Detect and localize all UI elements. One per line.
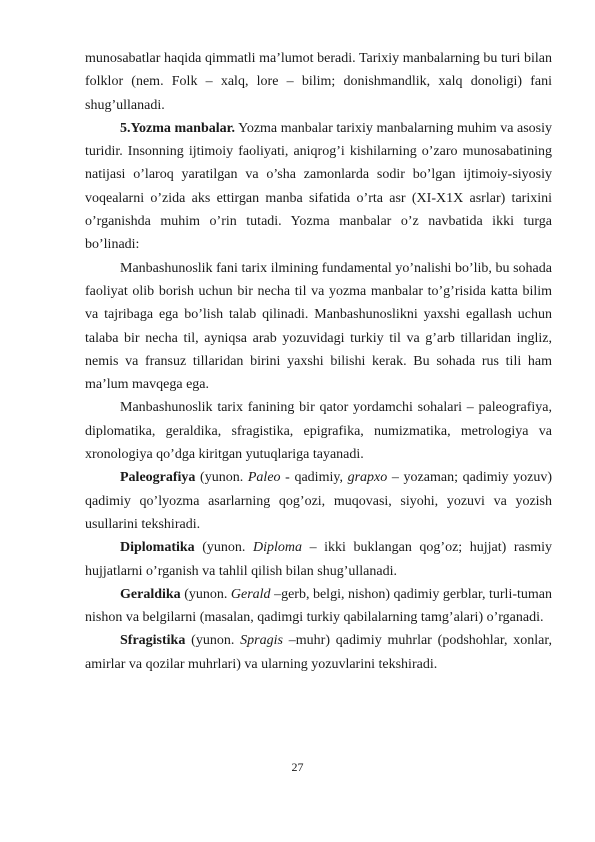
term-etymology: Spragis	[240, 633, 283, 649]
paragraph-diplomatika	[85, 536, 552, 583]
paragraph-manbashunoslik	[85, 257, 552, 397]
paragraph-text: Yozma manbalar tarixiy manbalarning muhim va asosiy turidir. Insonning ijtimoiy faoliyati, aniqrog’i kishilarning o’zaro munosabatining natijasi o’laroq yaratilgan va o’sha zamonlarda sodir bo’lgan ijtimoiy-siyosiy voqealarni o’zida aks ettirgan manba sifatida o’rta asr (XI-X1X asrlar) tarixini o’rganishda muhim o’rin tutadi. Yozma manbalar o’z navbatida ikki turga bo’linadi:	[85, 120, 552, 253]
paragraph-text: Manbashunoslik tarix fanining bir qator yordamchi sohalari – paleografiya, diplomatika, geraldika, sfragistika, epigrafika, numizmatika, metrologiya va xronologiya qo’dga kiritgan yutuqlariga tayanadi.	[85, 400, 552, 463]
paragraph-sfragistika	[85, 629, 552, 676]
term-etymology: Diploma	[253, 540, 303, 556]
term-prefix: (yunon.	[194, 540, 254, 556]
paragraph-yordamchi-sohalar	[85, 396, 552, 466]
term-etymology: Gerald	[230, 586, 271, 602]
page-number: 27	[291, 760, 304, 774]
paragraph-geraldika	[85, 583, 552, 630]
paragraph-folklor	[85, 47, 552, 117]
term-middle: - qadimiy,	[280, 470, 348, 486]
term-heading: Diplomatika	[120, 540, 195, 556]
term-heading: Geraldika	[120, 586, 181, 602]
term-prefix: (yunon.	[185, 633, 241, 649]
term-etymology-2: grapxo	[347, 470, 388, 486]
term-prefix: (yunon.	[180, 586, 231, 602]
paragraph-paleografiya	[85, 466, 552, 536]
term-prefix: (yunon.	[195, 470, 248, 486]
paragraph-text: Manbashunoslik fani tarix ilmining fundamental yo’nalishi bo’lib, bu sohada faoliyat olib borish uchun bir necha til va yozma manbalar to’g’risida katta bilim va tajribaga ega bo’lish talab qilinadi. Manbashunoslikni yaxshi egallash uchun talaba bir necha til, ayniqsa arab yozuvidagi turkiy til va g’arb tillaridan ingliz, nemis va fransuz tillaridan birini yaxshi bilishi kerak. Bu sohada rus tili ham ma’lum mavqega ega.	[85, 260, 552, 393]
document-page	[85, 47, 552, 676]
paragraph-text: – ikki buklangan qog’oz; hujjat) rasmiy hujjatlarni o’rganish va tahlil qilish bilan shug’ullanadi.	[85, 540, 552, 579]
paragraph-yozma-manbalar	[85, 117, 552, 257]
term-heading: Paleografiya	[120, 470, 196, 486]
section-heading: 5.Yozma manbalar.	[120, 120, 236, 136]
paragraph-text: –muhr) qadimiy muhrlar (podshohlar, xonlar, amirlar va qozilar muhrlari) va ularning yozuvlarini tekshiradi.	[85, 633, 552, 672]
term-heading: Sfragistika	[120, 633, 186, 649]
paragraph-text: –gerb, belgi, nishon) qadimiy gerblar, turli-tuman nishon va belgilarni (masalan, qadimgi turkiy qabilalarning tamg’alari) o’rganadi.	[85, 586, 552, 626]
paragraph-text: munosabatlar haqida qimmatli ma’lumot beradi. Tarixiy manbalarning bu turi bilan folklor (nem. Folk – xalq, lore – bilim; donishmandlik, xalq donoligi) fani shug’ullanadi.	[85, 51, 552, 113]
term-etymology: Paleo	[247, 470, 281, 486]
paragraph-text: – yozaman; qadimiy yozuv) qadimiy qo’lyozma asarlarning qog’ozi, muqovasi, siyohi, yozuvi va yozish usullarini tekshiradi.	[85, 470, 553, 532]
